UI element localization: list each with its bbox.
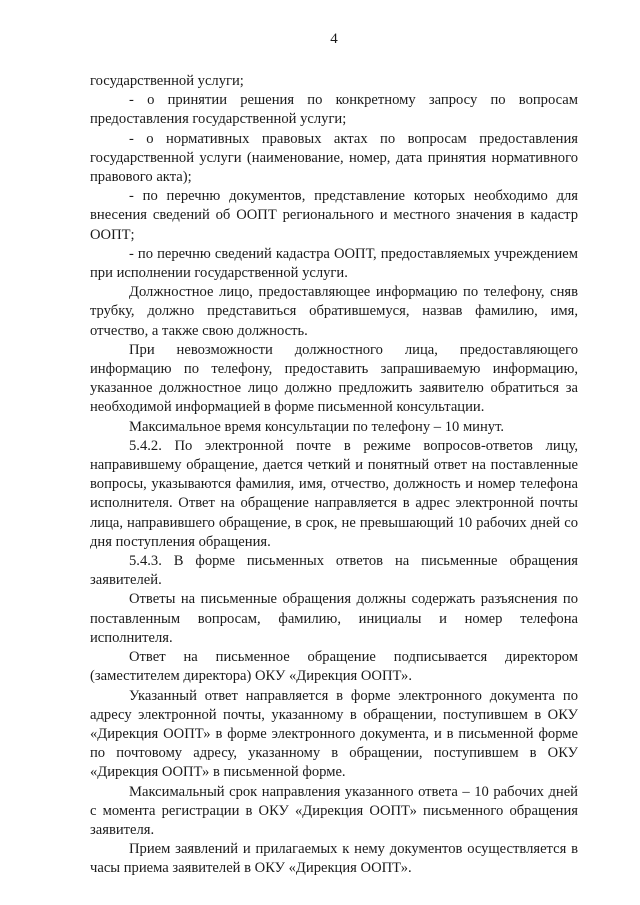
paragraph: Максимальный срок направления указанного ответа – 10 рабочих дней с момента регистрации в ОКУ «Дирекция ООПТ» письменного обращения заявителя. <box>90 783 578 838</box>
paragraph: Ответы на письменные обращения должны содержать разъяснения по поставленным вопросам, фамилию, инициалы и номер телефона исполнителя. <box>90 591 578 646</box>
paragraph-section-5-4-2: 5.4.2. По электронной почте в режиме вопросов-ответов лицу, направившему обращение, дается четкий и понятный ответ на поставленные вопросы, указываются фамилия, имя, отчество, должность и номер телефона исполнителя. Ответ на обращение направляется в адрес электронной почты лица, направившего обращение, в срок, не превышающий 10 рабочих дней со дня поступления обращения. <box>90 437 578 550</box>
paragraph: Ответ на письменное обращение подписывается директором (заместителем директора) ОКУ «Дирекция ООПТ». <box>90 649 578 685</box>
paragraph: Прием заявлений и прилагаемых к нему документов осуществляется в часы приема заявителей в ОКУ «Дирекция ООПТ». <box>90 841 578 877</box>
paragraph-list-item: - по перечню документов, представление которых необходимо для внесения сведений об ООПТ регионального и местного значения в кадастр ООПТ; <box>90 188 578 243</box>
paragraph: Максимальное время консультации по телефону – 10 минут. <box>129 418 505 435</box>
paragraph: Должностное лицо, предоставляющее информацию по телефону, сняв трубку, должно представиться обратившемуся, назвав фамилию, имя, отчество, а также свою должность. <box>90 284 578 339</box>
document-page <box>90 30 578 879</box>
page-number: 4 <box>330 31 338 47</box>
paragraph: При невозможности должностного лица, предоставляющего информацию по телефону, предоставить запрашиваемую информацию, указанное должностное лицо должно предложить заявителю обратиться за необходимой информацией в форме письменной консультации. <box>90 341 578 416</box>
paragraph-list-item: - по перечню сведений кадастра ООПТ, предоставляемых учреждением при исполнении государственной услуги. <box>90 245 578 282</box>
paragraph-continuation: государственной услуги; <box>90 73 244 89</box>
paragraph-list-item: - о принятии решения по конкретному запросу по вопросам предоставления государственной услуги; <box>90 92 578 128</box>
paragraph: Указанный ответ направляется в форме электронного документа по адресу электронной почты, указанному в обращении, поступившем в ОКУ «Дирекция ООПТ» в форме электронного документа, и в письменной форме по почтовому адресу, указанному в обращении, поступившем в ОКУ «Дирекция ООПТ» в письменной форме. <box>90 687 578 781</box>
paragraph-list-item: - о нормативных правовых актах по вопросам предоставления государственной услуги (наименование, номер, дата принятия нормативного правового акта); <box>90 130 578 186</box>
paragraph-section-5-4-3: 5.4.3. В форме письменных ответов на письменные обращения заявителей. <box>90 553 578 589</box>
